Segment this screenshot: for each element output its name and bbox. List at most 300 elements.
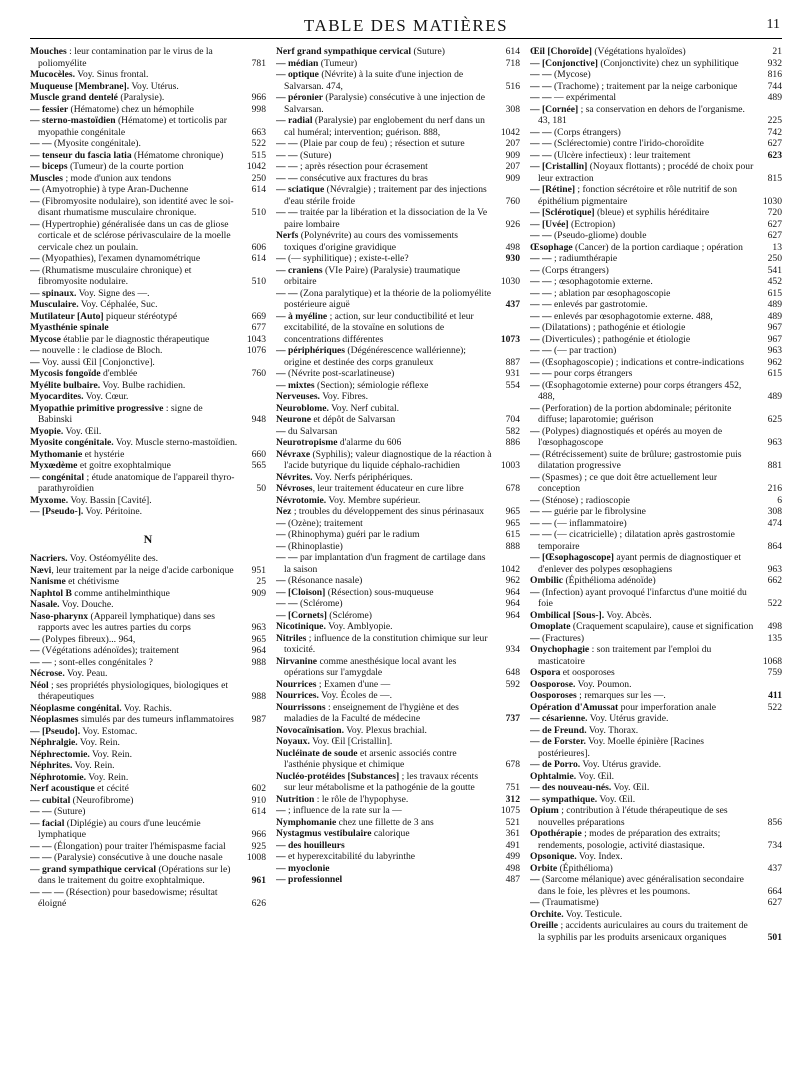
index-entry bbox=[276, 115, 520, 138]
entry-term: Nacriers. bbox=[30, 553, 68, 564]
entry-term: Nourrissons bbox=[276, 701, 326, 713]
entry-text: (Rhumatisme musculaire chronique) et fibromyosite nodulaire. bbox=[38, 264, 192, 287]
index-entry bbox=[30, 368, 266, 380]
index-entry bbox=[30, 680, 266, 703]
entry-page-number: 452 bbox=[767, 276, 782, 287]
entry-term: — [Cornée] bbox=[530, 103, 579, 115]
index-entry bbox=[530, 288, 782, 300]
entry-text: (Résection) pour basedowisme; résultat éloigné bbox=[38, 886, 218, 909]
index-entry bbox=[276, 472, 520, 484]
entry-page-number: 437 bbox=[505, 299, 520, 310]
index-entry bbox=[276, 69, 520, 92]
entry-term: — bbox=[530, 264, 540, 276]
entry-text: (Ozène); traitement bbox=[285, 517, 363, 529]
entry-page-number: 522 bbox=[767, 701, 782, 713]
entry-text: (Craquement scapulaire), cause et signification bbox=[570, 621, 754, 632]
entry-text: (Diverticules) ; pathogénie et étiologie bbox=[539, 333, 691, 345]
entry-term: — de Porro. bbox=[530, 759, 581, 770]
entry-text: ; sont-elles congénitales ? bbox=[51, 656, 153, 668]
index-entry bbox=[30, 449, 266, 461]
entry-term: — bbox=[30, 264, 40, 276]
entry-term: — — bbox=[530, 92, 552, 103]
entry-term: Myopathie primitive progressive bbox=[30, 402, 164, 414]
index-entry bbox=[530, 150, 782, 162]
index-entry bbox=[30, 81, 266, 93]
entry-text: Voy. Sinus frontal. bbox=[75, 69, 149, 80]
entry-text: Voy. Bassin [Cavité]. bbox=[68, 494, 152, 506]
entry-text: (Opérations sur le) dans le traitement du goitre exophtalmique. bbox=[38, 863, 231, 886]
index-entry bbox=[276, 495, 520, 507]
entry-text: (Paralysie) consécutive à une douche nasale bbox=[51, 852, 223, 863]
index-entry bbox=[530, 449, 782, 472]
entry-page-number: 1030 bbox=[762, 195, 782, 207]
entry-page-number: 13 bbox=[772, 241, 782, 253]
entry-page-number: 910 bbox=[251, 794, 266, 806]
index-entry bbox=[276, 656, 520, 679]
entry-term: — bbox=[276, 253, 286, 264]
index-entry bbox=[276, 587, 520, 599]
entry-page-number: 931 bbox=[505, 368, 520, 379]
entry-page-number: 669 bbox=[251, 310, 266, 322]
index-entry bbox=[530, 230, 782, 242]
entry-text: (Sarcome mélanique) avec généralisation secondaire dans le foie, les plèvres et les poumons. bbox=[538, 874, 744, 897]
entry-text: (Rhinoplastie) bbox=[285, 540, 343, 552]
entry-page-number: 1042 bbox=[500, 126, 520, 138]
entry-text: (Névralgie) ; traitement par des injections d'eau stérile froide bbox=[284, 184, 487, 207]
entry-term: — — bbox=[530, 126, 552, 138]
entry-term: Muscle grand dentelé bbox=[30, 92, 118, 103]
entry-page-number: 474 bbox=[767, 517, 782, 529]
entry-term: Myélite bulbaire. bbox=[30, 379, 101, 391]
entry-text: , leur traitement par la neige d'acide carbonique bbox=[51, 564, 234, 576]
index-entry bbox=[30, 703, 266, 715]
index-entry bbox=[530, 805, 782, 828]
entry-page-number: 554 bbox=[505, 379, 520, 391]
entry-text: Voy. Nerf cubital. bbox=[328, 402, 400, 414]
entry-text: (Dilatations) ; pathogénie et étiologie bbox=[539, 322, 686, 333]
entry-term: — bbox=[276, 575, 286, 586]
entry-text: Voy. Poumon. bbox=[575, 678, 632, 690]
index-entry bbox=[530, 782, 782, 794]
index-entry bbox=[30, 726, 266, 738]
entry-page-number: 25 bbox=[256, 576, 266, 587]
entry-page-number: 1042 bbox=[246, 161, 266, 172]
entry-term: Mouches bbox=[30, 46, 67, 57]
entry-text: Voy. Membre supérieur. bbox=[326, 494, 421, 506]
entry-term: Onychophagie bbox=[530, 644, 590, 655]
entry-text: ; influence de la constitution chimique sur leur toxicité. bbox=[284, 632, 488, 655]
index-entry bbox=[276, 598, 520, 610]
index-entry bbox=[530, 621, 782, 633]
entry-page-number: 489 bbox=[767, 391, 782, 402]
entry-term: — — bbox=[276, 287, 298, 299]
entry-term: — — bbox=[530, 230, 552, 241]
entry-text: Voy. Cœur. bbox=[83, 391, 129, 402]
entry-text: (Polynévrite) au cours des vomissements toxiques d'origine gravidique bbox=[284, 230, 458, 253]
entry-term: Mythomanie bbox=[30, 448, 83, 460]
index-entry bbox=[276, 288, 520, 311]
entry-term: — bbox=[530, 322, 540, 333]
entry-text: enlevés par gastrotomie. bbox=[551, 299, 648, 310]
index-entry bbox=[276, 541, 520, 553]
entry-text: Voy. Estomac. bbox=[80, 725, 138, 737]
entry-term: — [Pseudo]. bbox=[30, 725, 81, 737]
entry-page-number: 489 bbox=[767, 92, 782, 103]
entry-term: Nirvanine bbox=[276, 655, 318, 667]
entry-page-number: 602 bbox=[251, 783, 266, 794]
entry-term: Omoplate bbox=[530, 621, 571, 632]
entry-text: guérie par le fibrolysine bbox=[551, 506, 646, 517]
entry-term: Néphrotomie. bbox=[30, 771, 87, 783]
index-entry bbox=[30, 311, 266, 323]
entry-page-number: 678 bbox=[505, 759, 520, 770]
entry-text: (Rétrécissement) suite de brûlure; gastrostomie puis dilatation progressive bbox=[538, 448, 742, 471]
entry-text: (Hypertrophie) généralisée dans un cas de gliose corticale et de sclérose périvasculaire de la moelle cervicale chez un poulain. bbox=[38, 218, 231, 253]
entry-page-number: 888 bbox=[505, 540, 520, 552]
index-entry bbox=[530, 184, 782, 207]
entry-term: Myxome. bbox=[30, 494, 69, 506]
entry-term: — bbox=[30, 218, 40, 230]
index-entry bbox=[276, 690, 520, 702]
entry-text: Voy. Péritoine. bbox=[83, 506, 143, 517]
entry-term: — de Freund. bbox=[530, 724, 587, 736]
entry-term: — bbox=[30, 645, 40, 656]
entry-term: — craniens bbox=[276, 264, 323, 276]
entry-term: — bbox=[530, 425, 540, 437]
entry-term: Néphralgie. bbox=[30, 737, 78, 748]
entry-text: ; les travaux récents sur leur métabolisme et la pathogénie de la goutte bbox=[284, 770, 479, 793]
entry-text: (Névrite post-scarlatineuse) bbox=[285, 368, 395, 379]
index-entry bbox=[530, 759, 782, 771]
index-entry bbox=[530, 276, 782, 288]
index-entry bbox=[530, 725, 782, 737]
entry-text: ; œsophagotomie externe. bbox=[551, 276, 653, 287]
index-entry bbox=[276, 391, 520, 403]
entry-page-number: 626 bbox=[251, 898, 266, 909]
entry-text: du Salvarsan bbox=[285, 425, 338, 437]
entry-term: — [Sclérotique] bbox=[530, 207, 595, 218]
entry-term: Muqueuse [Membrane]. bbox=[30, 80, 130, 92]
index-entry bbox=[276, 725, 520, 737]
entry-text: comme anesthésique local avant les opérations sur l'amygdale bbox=[284, 655, 457, 678]
index-entry bbox=[530, 472, 782, 495]
entry-page-number: 886 bbox=[505, 437, 520, 448]
entry-page-number: 816 bbox=[767, 69, 782, 80]
entry-page-number: 932 bbox=[767, 57, 782, 69]
index-entry bbox=[276, 828, 520, 840]
entry-text: Voy. Peau. bbox=[64, 668, 108, 679]
entry-text: Voy. aussi Œil [Conjonctive]. bbox=[39, 356, 155, 368]
entry-page-number: 662 bbox=[767, 575, 782, 586]
entry-text: Voy. Ostéomyélite des. bbox=[67, 553, 158, 564]
index-entry bbox=[30, 288, 266, 300]
entry-term: — bbox=[530, 874, 540, 885]
entry-text: (Hématome) et torticolis par myopathie congénitale bbox=[38, 115, 227, 138]
entry-text: Voy. Céphalée, Suc. bbox=[78, 299, 158, 310]
entry-page-number: 987 bbox=[251, 714, 266, 725]
entry-term: Nourrices bbox=[276, 678, 317, 690]
entry-text: : son traitement par l'emploi du masticatoire bbox=[538, 644, 712, 667]
entry-term: — bbox=[530, 448, 540, 460]
entry-text: (Corps étrangers) bbox=[539, 264, 609, 276]
entry-page-number: 489 bbox=[767, 299, 782, 310]
index-entry bbox=[530, 828, 782, 851]
index-entry bbox=[276, 426, 520, 438]
index-entry bbox=[530, 909, 782, 921]
entry-page-number: 614 bbox=[251, 253, 266, 264]
entry-text: Voy. Œil. bbox=[597, 793, 636, 805]
entry-term: Neuroblome. bbox=[276, 402, 329, 414]
entry-page-number: 909 bbox=[251, 587, 266, 599]
index-entry bbox=[530, 506, 782, 518]
entry-page-number: 951 bbox=[251, 564, 266, 576]
index-entry bbox=[530, 242, 782, 254]
entry-term: — — bbox=[530, 253, 552, 264]
entry-page-number: 742 bbox=[767, 126, 782, 138]
entry-page-number: 614 bbox=[251, 806, 266, 817]
entry-term: — bbox=[30, 356, 40, 368]
index-entry bbox=[276, 851, 520, 863]
index-entry bbox=[530, 874, 782, 897]
entry-text: Voy. Plexus brachial. bbox=[343, 724, 427, 736]
entry-page-number: 962 bbox=[767, 356, 782, 368]
index-entry bbox=[530, 207, 782, 219]
index-entry bbox=[530, 138, 782, 150]
entry-text: Voy. Rein. bbox=[86, 771, 129, 783]
entry-page-number: 606 bbox=[251, 241, 266, 253]
index-entry bbox=[530, 702, 782, 714]
entry-text: (Ulcère infectieux) : leur traitement bbox=[551, 149, 691, 161]
entry-text: (Dégénérescence wallérienne); origine et destinée des corps granuleux bbox=[284, 345, 466, 368]
index-entry bbox=[276, 610, 520, 622]
index-entry bbox=[530, 265, 782, 277]
index-entry bbox=[276, 380, 520, 392]
entry-page-number: 627 bbox=[767, 230, 782, 241]
entry-term: — [Cristallin] bbox=[530, 161, 588, 172]
index-entry bbox=[530, 403, 782, 426]
index-entry bbox=[276, 207, 520, 230]
entry-term: Myopie. bbox=[30, 425, 64, 437]
entry-term: — des nouveau-nés. bbox=[530, 782, 612, 793]
entry-page-number: 963 bbox=[251, 622, 266, 633]
entry-term: Opération d'Amussat bbox=[530, 701, 619, 713]
entry-text: (Hématome) chez un hémophile bbox=[68, 103, 194, 115]
index-entry bbox=[30, 92, 266, 104]
entry-text: : signe de Babinski bbox=[38, 402, 203, 425]
index-entry bbox=[530, 368, 782, 380]
index-column-3 bbox=[530, 46, 782, 1074]
index-entry bbox=[530, 299, 782, 311]
entry-text: enlevés par œsophagotomie externe. 488, bbox=[551, 310, 713, 322]
entry-term: — — bbox=[276, 138, 298, 149]
index-entry bbox=[276, 633, 520, 656]
entry-page-number: 522 bbox=[251, 138, 266, 149]
entry-text: (Végétations adénoïdes); traitement bbox=[39, 645, 179, 656]
index-entry bbox=[30, 864, 266, 887]
section-spacer bbox=[30, 518, 266, 528]
index-column-2 bbox=[276, 46, 520, 1074]
entry-term: Myxœdème bbox=[30, 460, 78, 471]
entry-text: Voy. Œil [Cristallin]. bbox=[309, 736, 393, 747]
index-entry bbox=[276, 161, 520, 173]
entry-term: Néol bbox=[30, 679, 49, 691]
entry-page-number: 930 bbox=[505, 253, 520, 264]
entry-page-number: 207 bbox=[505, 138, 520, 149]
index-entry bbox=[276, 621, 520, 633]
entry-page-number: 718 bbox=[505, 57, 520, 69]
entry-page-number: 216 bbox=[767, 483, 782, 494]
entry-term: Ophtalmie. bbox=[530, 770, 577, 782]
entry-text: Voy. Utérus gravide. bbox=[587, 713, 669, 724]
index-entry bbox=[530, 587, 782, 610]
index-entry bbox=[30, 553, 266, 565]
entry-term: — périphériques bbox=[276, 345, 346, 356]
index-entry bbox=[276, 184, 520, 207]
entry-term: Nymphomanie bbox=[276, 816, 337, 828]
index-entry bbox=[30, 657, 266, 669]
entry-text: : le rôle de l'hypophyse. bbox=[314, 793, 409, 805]
entry-text: Voy. Utérus. bbox=[129, 80, 179, 92]
index-entry bbox=[30, 852, 266, 864]
entry-text: et arsenic associés contre l'asthénie physique et chimique bbox=[284, 747, 457, 770]
entry-term: — — bbox=[530, 287, 552, 299]
entry-term: — bbox=[30, 195, 40, 207]
index-entry bbox=[530, 610, 782, 622]
entry-text: et chétivisme bbox=[65, 576, 119, 587]
entry-term: — [Pseudo-]. bbox=[30, 506, 84, 517]
entry-page-number: 615 bbox=[767, 287, 782, 299]
entry-page-number: 961 bbox=[251, 875, 266, 886]
entry-term: — — bbox=[276, 552, 298, 563]
entry-text: (Suture) bbox=[411, 46, 445, 57]
entry-page-number: 964 bbox=[505, 586, 520, 598]
entry-page-number: 963 bbox=[767, 563, 782, 575]
entry-page-number: 250 bbox=[251, 172, 266, 184]
entry-term: Nécrose. bbox=[30, 668, 65, 679]
entry-term: — — bbox=[30, 138, 52, 149]
entry-text: ; étude anatomique de l'appareil thyro-parathyroïdien bbox=[38, 471, 235, 494]
index-entry bbox=[530, 667, 782, 679]
page-title: TABLE DES MATIÈRES bbox=[303, 16, 509, 35]
entry-text: (Sclérome) bbox=[297, 598, 343, 609]
index-entry bbox=[276, 58, 520, 70]
entry-text: — expérimental bbox=[551, 92, 617, 103]
entry-text: : leur contamination par le virus de la poliomyélite bbox=[38, 46, 213, 69]
index-entry bbox=[530, 345, 782, 357]
entry-text: et dépôt de Salvarsan bbox=[311, 414, 396, 425]
entry-term: — — bbox=[530, 345, 552, 356]
entry-term: Naso-pharynx bbox=[30, 610, 89, 622]
entry-term: Opsonique. bbox=[530, 851, 577, 862]
index-entry bbox=[30, 357, 266, 369]
entry-text: et hystérie bbox=[82, 448, 125, 460]
entry-term: Musculaire. bbox=[30, 299, 79, 310]
index-entry bbox=[30, 403, 266, 426]
entry-page-number: 648 bbox=[505, 667, 520, 678]
entry-page-number: 881 bbox=[767, 460, 782, 471]
index-entry bbox=[30, 138, 266, 150]
entry-text: (Traumatisme) bbox=[539, 897, 599, 908]
entry-term: — bbox=[530, 356, 540, 368]
entry-term: Néphrites. bbox=[30, 760, 73, 771]
entry-text: (Corps étrangers) bbox=[551, 126, 621, 138]
entry-page-number: 487 bbox=[505, 874, 520, 885]
index-entry bbox=[530, 518, 782, 530]
entry-page-number: 361 bbox=[505, 828, 520, 839]
entry-term: — [Cornets] bbox=[276, 609, 327, 621]
entry-term: — bbox=[530, 402, 540, 414]
entry-page-number: 498 bbox=[505, 241, 520, 253]
entry-text: pour corps étrangers bbox=[551, 368, 633, 379]
entry-text: (Ectropion) bbox=[568, 218, 616, 230]
entry-text: Voy. Rein. bbox=[72, 760, 115, 771]
entry-page-number: 499 bbox=[505, 851, 520, 862]
index-entry bbox=[530, 679, 782, 691]
entry-term: Nerf acoustique bbox=[30, 783, 95, 794]
index-entry bbox=[30, 887, 266, 910]
entry-page-number: 207 bbox=[505, 161, 520, 172]
index-entry bbox=[30, 104, 266, 116]
index-entry bbox=[530, 92, 782, 104]
index-entry bbox=[30, 634, 266, 646]
entry-term: Ombilic bbox=[530, 575, 564, 586]
index-entry bbox=[30, 345, 266, 357]
entry-page-number: 1030 bbox=[500, 276, 520, 287]
entry-term: — [Cloison] bbox=[276, 586, 326, 598]
entry-page-number: 948 bbox=[251, 414, 266, 425]
entry-term: — radial bbox=[276, 115, 313, 126]
entry-text: calorique bbox=[371, 828, 410, 839]
entry-term: Nanisme bbox=[30, 576, 66, 587]
entry-term: — bbox=[30, 253, 40, 264]
entry-page-number: 615 bbox=[767, 368, 782, 379]
entry-text: (— cicatricielle) ; dilatation après gastrostomie temporaire bbox=[538, 529, 735, 552]
index-entry bbox=[276, 150, 520, 162]
entry-text: (Élongation) pour traiter l'hémispasme facial bbox=[51, 840, 226, 852]
index-entry bbox=[530, 104, 782, 127]
section-letter: N bbox=[143, 531, 153, 546]
entry-page-number: 964 bbox=[505, 598, 520, 609]
entry-page-number: 856 bbox=[767, 816, 782, 828]
entry-text: (Résection) sous-muqueuse bbox=[325, 586, 434, 598]
entry-term: — — bbox=[276, 149, 298, 161]
index-entry bbox=[276, 403, 520, 415]
entry-page-number: 614 bbox=[505, 46, 520, 57]
entry-text: (Conjonctivite) chez un syphilitique bbox=[597, 57, 739, 69]
entry-term: — cubital bbox=[30, 794, 71, 806]
index-entry bbox=[30, 737, 266, 749]
index-entry bbox=[30, 196, 266, 219]
entry-page-number: 965 bbox=[505, 506, 520, 517]
entry-term: Mucocèles. bbox=[30, 69, 76, 80]
index-entry bbox=[30, 599, 266, 611]
entry-text: (Neurofibrome) bbox=[70, 794, 134, 806]
entry-term: Névraxe bbox=[276, 448, 311, 460]
index-entry bbox=[530, 357, 782, 369]
entry-text: Voy. Moelle épinière [Racines postérieures]. bbox=[538, 736, 704, 759]
entry-page-number: 489 bbox=[767, 310, 782, 322]
entry-page-number: 967 bbox=[767, 333, 782, 345]
index-entry bbox=[530, 690, 782, 702]
entry-page-number: 491 bbox=[505, 839, 520, 851]
entry-text: (Fibromyosite nodulaire), son identité avec le soi-disant rhumatisme musculaire chronique. bbox=[38, 195, 234, 218]
index-entry bbox=[530, 311, 782, 323]
entry-term: Nitriles bbox=[276, 632, 307, 644]
entry-term: Orchite. bbox=[530, 908, 564, 920]
entry-text: Voy. Amblyopie. bbox=[325, 621, 393, 632]
entry-term: — des houilleurs bbox=[276, 839, 345, 851]
index-entry bbox=[276, 771, 520, 794]
